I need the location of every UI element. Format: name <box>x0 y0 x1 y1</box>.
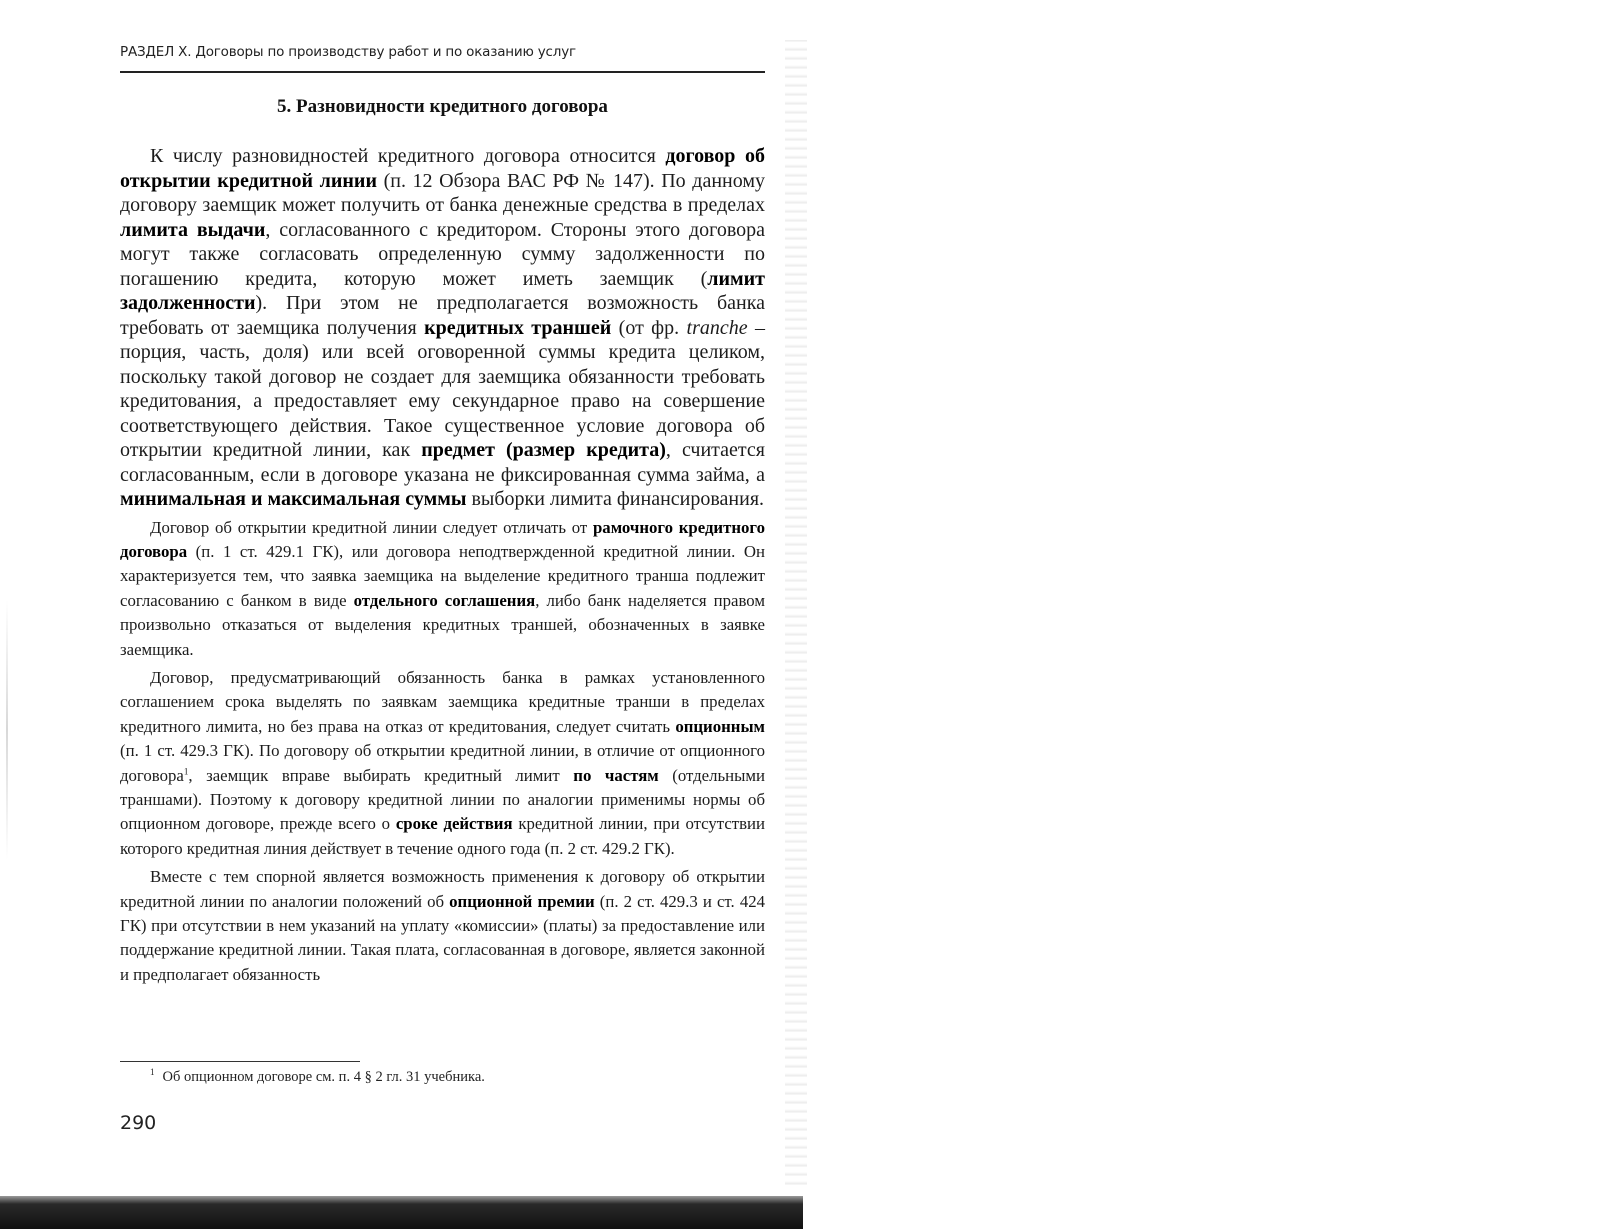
term-debt-limit: лимит задолженности <box>120 267 765 314</box>
term-credit-line-agreement: договор об открытии кредитной линии <box>120 145 765 192</box>
text-run: , заемщик вправе выбирать кредитный лимит <box>188 765 574 785</box>
text-run: ). При этом не предполагается возможность банка требовать от заемщика получения <box>120 292 765 339</box>
text-run: Вместе с тем спорной является возможность применения к договору об открытии кредитной линии по аналогии положений об <box>120 867 765 911</box>
text-run: – порция, часть, доля) или всей оговоренной суммы кредита целиком, поскольку такой договор не создает для заемщика обязанности требовать кредитования, а предоставляет ему секундарное право на совершение соответствующего действия. Такое существенное условие договора об открытии кредитной линии, как <box>120 316 765 461</box>
paragraph-4 <box>120 865 765 987</box>
scan-bottom-edge <box>0 1196 803 1229</box>
footnote-mark: 1 <box>150 1067 155 1077</box>
paragraph-3 <box>120 666 765 861</box>
header-rule <box>120 71 765 73</box>
footnote-reference[interactable]: 1 <box>183 765 189 776</box>
text-run: Договор об открытии кредитной линии следует отличать от <box>150 517 593 537</box>
term-in-parts: по частям <box>573 765 659 785</box>
term-separate-agreement: отдельного соглашения <box>353 590 536 610</box>
footnote-text: Об опционном договоре см. п. 4 § 2 гл. 31 учебника. <box>162 1068 485 1085</box>
term-min-max-sums: минимальная и максимальная суммы <box>120 488 467 510</box>
footnote-rule <box>120 1061 360 1062</box>
text-run: (п. 1 ст. 429.3 ГК). По договору об открытии кредитной линии, в отличие от опционного договора <box>120 741 765 785</box>
text-run: (от фр. <box>611 316 687 339</box>
text-run: (п. 12 Обзора ВАС РФ № 147). По данному договору заемщик может получить от банка денежные средства в пределах <box>120 169 765 216</box>
text-run: кредитной линии, при отсутствии которого кредитная линия действует в течение одного года (п. 2 ст. 429.2 ГК). <box>120 814 765 858</box>
footnote <box>150 1067 765 1086</box>
text-run: , считается согласованным, если в договоре указана не фиксированная сумма займа, а <box>120 439 765 486</box>
text-run: выборки лимита финансирования. <box>466 488 765 510</box>
text-run: , либо банк наделяется правом произвольно отказаться от выделения кредитных траншей, обозначенных в заявке заемщика. <box>120 590 765 659</box>
term-framework-agreement: рамочного кредитного договора <box>120 517 765 561</box>
text-run: (отдельными траншами). Поэтому к договору кредитной линии по аналогии применимы нормы об опционном договоре, прежде всего о <box>120 765 766 834</box>
term-option-premium: опционной премии <box>449 891 595 911</box>
term-subject: предмет (размер кредита) <box>421 439 666 461</box>
term-credit-tranches: кредитных траншей <box>424 316 612 339</box>
page-number: 290 <box>120 1112 157 1134</box>
book-gutter <box>785 40 807 1190</box>
text-run: (п. 2 ст. 429.3 и ст. 424 ГК) при отсутствии в нем указаний на уплату «комиссии» (платы) за предоставление или поддержание кредитной линии. Такая плата, согласованная в договоре, является законной и предполагает обязанность <box>120 891 765 984</box>
paragraph-2 <box>120 516 765 662</box>
paragraph-1 <box>120 144 765 512</box>
term-issue-limit: лимита выдачи <box>120 218 266 241</box>
text-run: К числу разновидностей кредитного договора относится <box>150 145 666 167</box>
foreign-word: tranche <box>686 316 748 339</box>
scan-edge-mark <box>6 600 8 860</box>
section-title: 5. Разновидности кредитного договора <box>277 96 608 117</box>
term-validity-period: сроке действия <box>395 814 513 834</box>
term-optional: опционным <box>675 716 765 736</box>
text-run: (п. 1 ст. 429.1 ГК), или договора неподтвержденной кредитной линии. Он характеризуется тем, что заявка заемщика на выделение кредитного транша подлежит согласованию с банком в виде <box>120 541 765 610</box>
body-text <box>120 144 765 991</box>
text-run: Договор, предусматривающий обязанность банка в рамках установленного соглашением срока выделять по заявкам заемщика кредитные транши в пределах кредитного лимита, но без права на отказ от кредитования, следует считать <box>120 667 765 736</box>
text-run: , согласованного с кредитором. Стороны этого договора могут также согласовать определенную сумму задолженности по погашению кредита, которую может иметь заемщик ( <box>120 218 766 290</box>
running-header: РАЗДЕЛ X. Договоры по производству работ и по оказанию услуг <box>120 44 576 60</box>
